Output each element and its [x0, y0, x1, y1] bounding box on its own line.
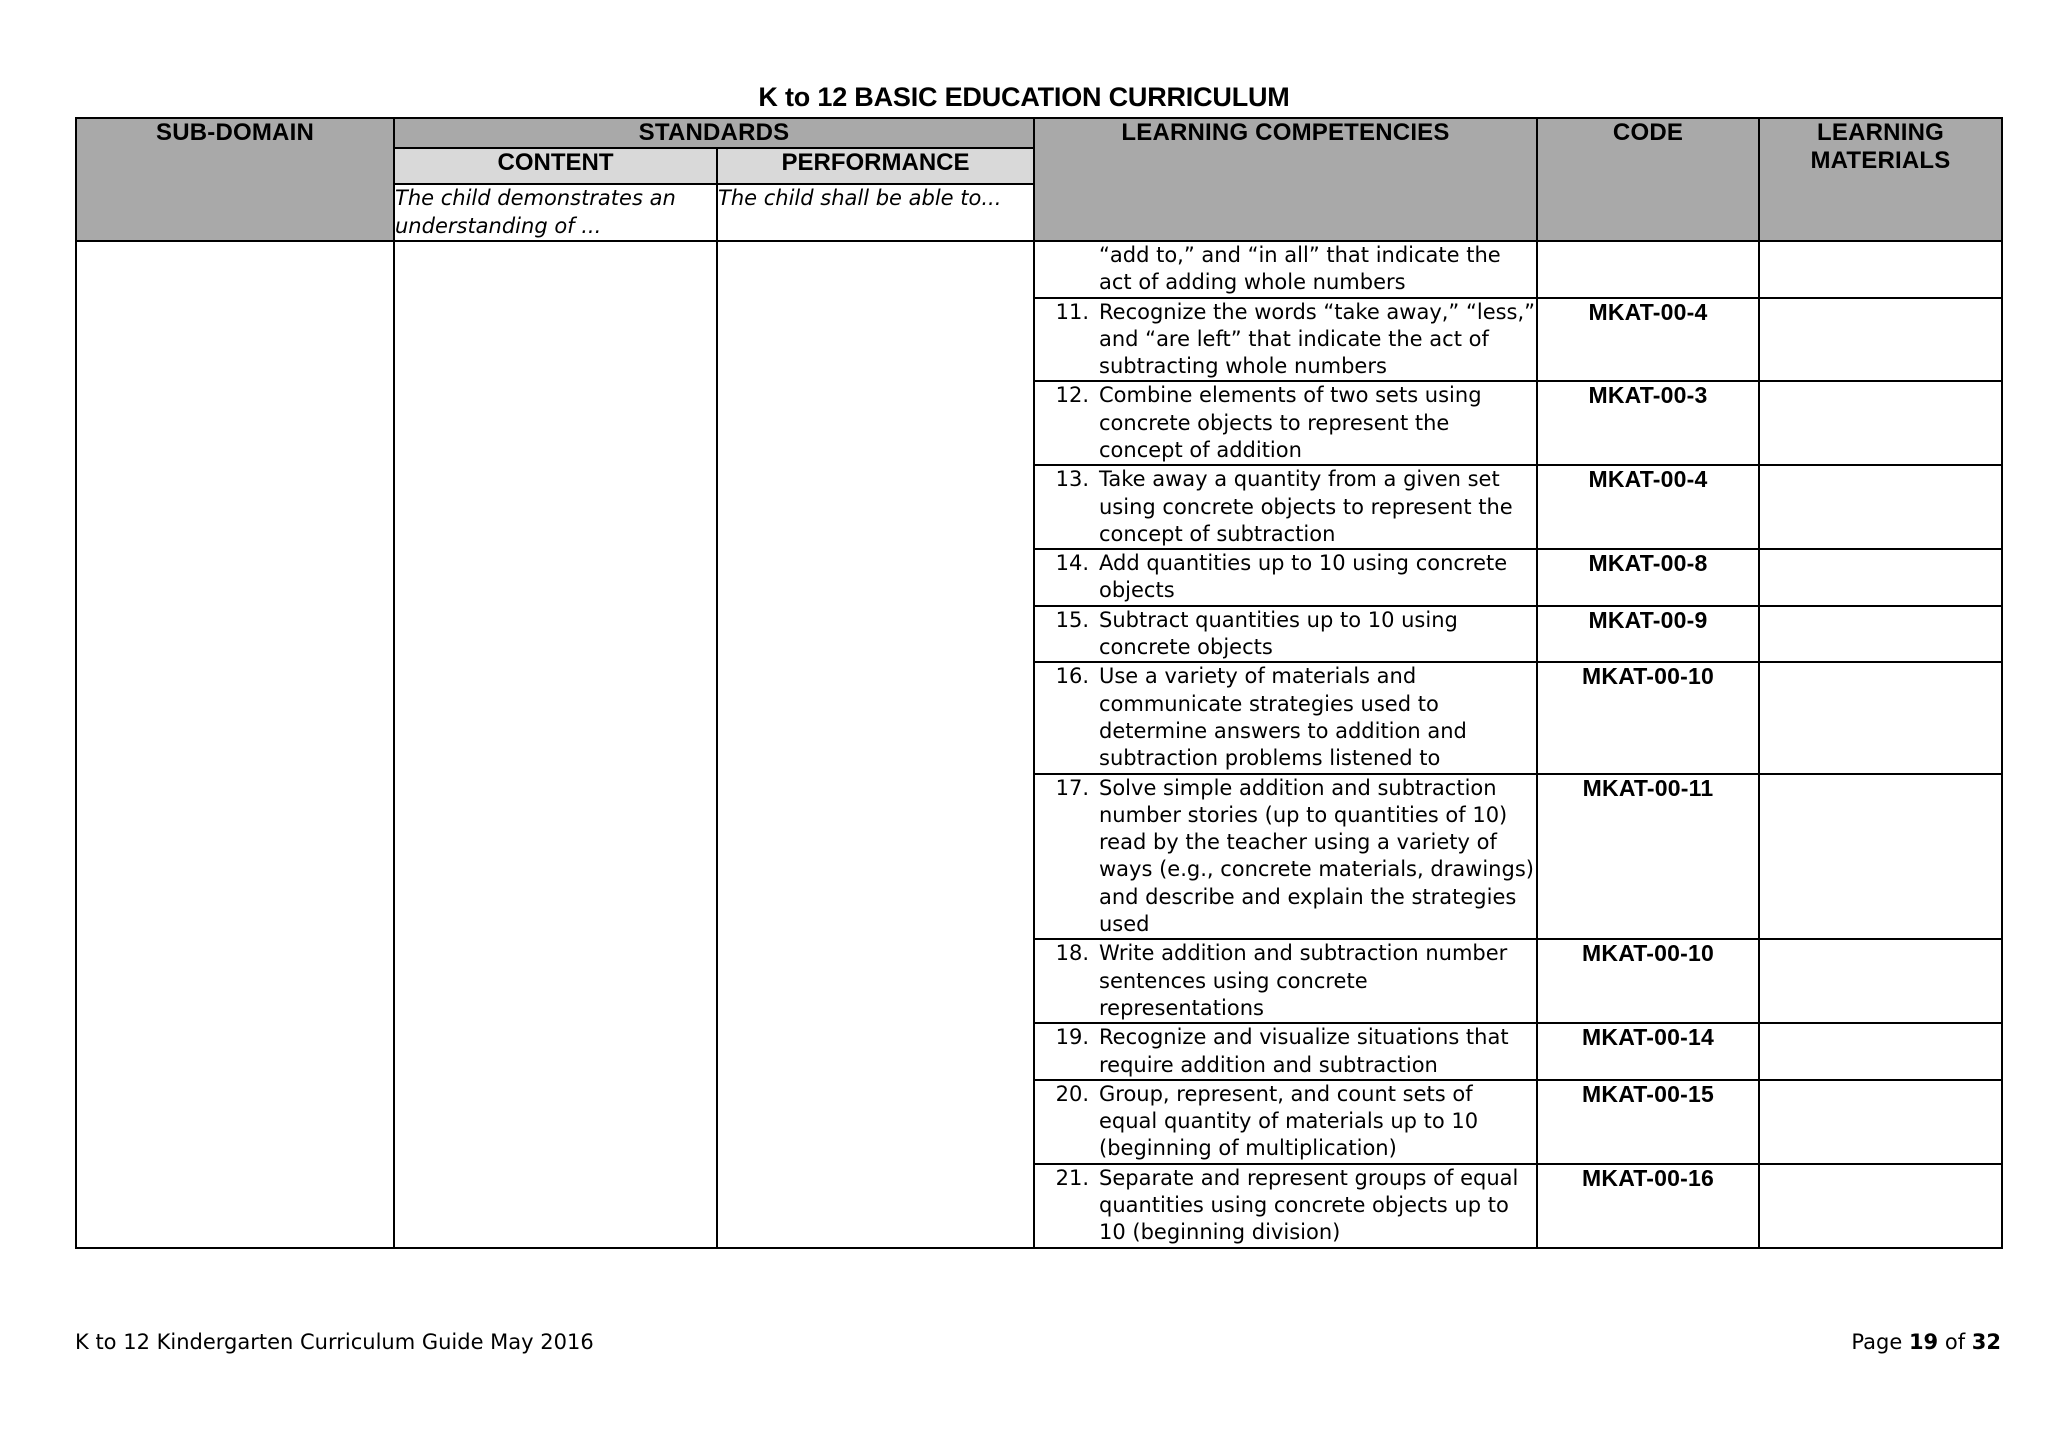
column-header-learning-materials: LEARNING MATERIALS [1759, 118, 2002, 241]
cell-learning-materials [1759, 549, 2002, 606]
cell-code: MKAT-00-15 [1537, 1080, 1759, 1164]
cell-learning-materials [1759, 381, 2002, 465]
page-of-label: of [1938, 1330, 1972, 1354]
cell-code: MKAT-00-8 [1537, 549, 1759, 606]
curriculum-table-container [75, 117, 2001, 1249]
competency-number: 20. [1055, 1081, 1089, 1106]
cell-code [1537, 241, 1759, 298]
cell-learning-competency [1034, 1080, 1537, 1164]
footer-page-indicator [1851, 1330, 2001, 1354]
cell-content-standard [394, 241, 717, 1248]
competency-number: 11. [1055, 299, 1089, 324]
competency-text: Separate and represent groups of equal quantities using concrete objects up to 10 (beginning division) [1099, 1165, 1519, 1245]
cell-learning-materials [1759, 298, 2002, 382]
column-header-content: CONTENT [394, 148, 717, 184]
column-header-sub-domain: SUB-DOMAIN [76, 118, 394, 241]
page-number-current: 19 [1908, 1330, 1939, 1354]
footer-document-name: K to 12 Kindergarten Curriculum Guide May 2016 [75, 1330, 594, 1354]
table-row [76, 241, 2002, 298]
competency-continuation-text: “add to,” and “in all” that indicate the act of adding whole numbers [1099, 242, 1501, 295]
competency-text: Add quantities up to 10 using concrete objects [1099, 551, 1508, 603]
cell-learning-materials [1759, 1080, 2002, 1164]
competency-text: Recognize the words “take away,” “less,” and “are left” that indicate the act of subtracting whole numbers [1099, 299, 1536, 379]
cell-learning-materials [1759, 606, 2002, 663]
cell-learning-materials [1759, 241, 2002, 298]
cell-learning-materials [1759, 774, 2002, 940]
cell-code: MKAT-00-10 [1537, 939, 1759, 1023]
cell-learning-competency [1034, 298, 1537, 382]
cell-learning-competency [1034, 662, 1537, 773]
competency-number: 15. [1055, 607, 1089, 632]
cell-learning-competency [1034, 1164, 1537, 1248]
competency-number: 17. [1055, 775, 1089, 800]
cell-learning-competency [1034, 939, 1537, 1023]
competency-text: Use a variety of materials and communicate strategies used to determine answers to addition and subtraction problems listened to [1099, 664, 1467, 771]
competency-text: Recognize and visualize situations that require addition and subtraction [1099, 1025, 1509, 1077]
cell-learning-competency [1034, 381, 1537, 465]
column-header-code: CODE [1537, 118, 1759, 241]
competency-text: Write addition and subtraction number sentences using concrete representations [1099, 941, 1508, 1020]
cell-code: MKAT-00-10 [1537, 662, 1759, 773]
cell-learning-competency [1034, 465, 1537, 549]
competency-text: Combine elements of two sets using concrete objects to represent the concept of addition [1099, 383, 1482, 462]
table-header-row-standards [76, 118, 2002, 148]
competency-number: 14. [1055, 551, 1089, 576]
page-number-total: 32 [1971, 1330, 2001, 1354]
cell-code: MKAT-00-9 [1537, 606, 1759, 663]
cell-learning-materials [1759, 1164, 2002, 1248]
page-title: K to 12 BASIC EDUCATION CURRICULUM [758, 82, 1290, 112]
cell-learning-competency [1034, 241, 1537, 298]
cell-learning-competency [1034, 549, 1537, 606]
competency-text: Group, represent, and count sets of equal quantity of materials up to 10 (beginning of multiplication) [1099, 1081, 1479, 1161]
cell-code: MKAT-00-4 [1537, 298, 1759, 382]
cell-learning-materials [1759, 662, 2002, 773]
cell-code: MKAT-00-4 [1537, 465, 1759, 549]
column-header-learning-competencies: LEARNING COMPETENCIES [1034, 118, 1537, 241]
column-header-standards: STANDARDS [394, 118, 1034, 148]
content-standard-descriptor: The child demonstrates an understanding of ... [394, 184, 717, 241]
performance-standard-descriptor: The child shall be able to... [717, 184, 1034, 241]
competency-number: 19. [1055, 1025, 1089, 1050]
cell-sub-domain [76, 241, 394, 1248]
competency-text: Solve simple addition and subtraction number stories (up to quantities of 10) read by the teacher using a variety of ways (e.g., concrete materials, drawings) and describe and explain the strategies used [1099, 775, 1534, 937]
curriculum-table [75, 117, 2003, 1249]
competency-number: 12. [1055, 383, 1089, 408]
page-prefix-label: Page [1851, 1330, 1909, 1354]
cell-performance-standard [717, 241, 1034, 1248]
page-footer [75, 1330, 2001, 1354]
cell-code: MKAT-00-11 [1537, 774, 1759, 940]
cell-learning-competency [1034, 606, 1537, 663]
competency-number: 18. [1055, 941, 1089, 966]
cell-code: MKAT-00-3 [1537, 381, 1759, 465]
cell-learning-materials [1759, 939, 2002, 1023]
cell-learning-competency [1034, 1023, 1537, 1080]
competency-number: 16. [1055, 664, 1089, 689]
column-header-performance: PERFORMANCE [717, 148, 1034, 184]
cell-learning-materials [1759, 465, 2002, 549]
competency-text: Subtract quantities up to 10 using concrete objects [1099, 607, 1458, 660]
competency-number: 13. [1055, 467, 1089, 492]
cell-code: MKAT-00-14 [1537, 1023, 1759, 1080]
competency-text: Take away a quantity from a given set using concrete objects to represent the concept of subtraction [1099, 467, 1513, 546]
cell-code: MKAT-00-16 [1537, 1164, 1759, 1248]
cell-learning-competency [1034, 774, 1537, 940]
cell-learning-materials [1759, 1023, 2002, 1080]
competency-number: 21. [1055, 1165, 1089, 1190]
